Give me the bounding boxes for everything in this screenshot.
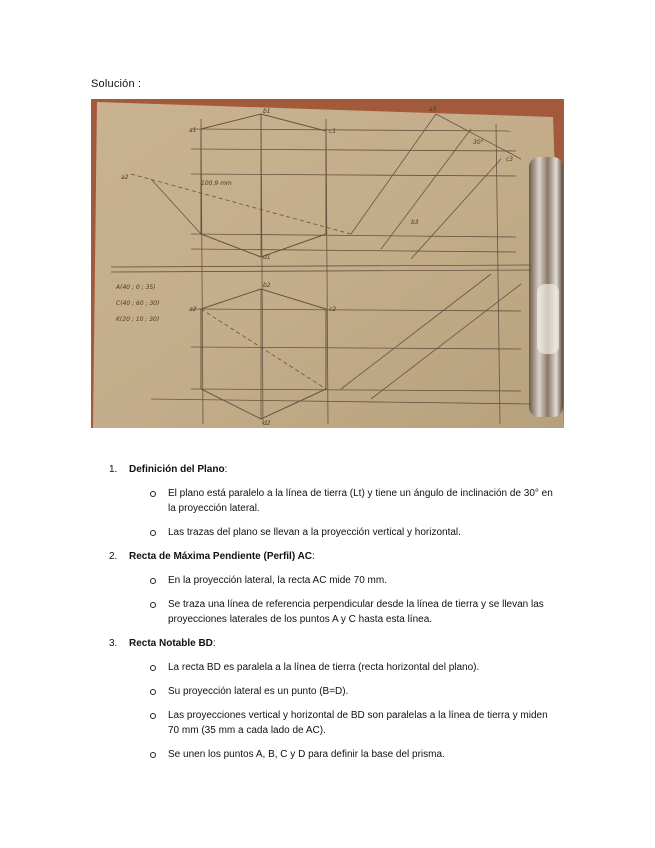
bullet-text: El plano está paralelo a la línea de tierra (Lt) y tiene un ángulo de inclinación de 30° en la proyección lateral.: [168, 488, 553, 514]
photo-label-c3: c3: [506, 156, 514, 163]
photo-label-c1: c1: [329, 128, 337, 135]
photo-label-length: 100.9 mm: [201, 180, 232, 187]
bullet-circle-icon: [150, 530, 156, 536]
bullet-circle-icon: [150, 665, 156, 671]
step-bullets: [129, 486, 561, 540]
step-title-colon: :: [224, 464, 228, 475]
bullet-text: Las proyecciones vertical y horizontal de BD son paralelas a la línea de tierra y miden 70 mm (35 mm a cada lado de AC).: [168, 710, 548, 736]
step-3: [91, 636, 561, 762]
photo-label-a1: a1: [189, 127, 197, 134]
photo-label-d1: d1: [263, 254, 271, 261]
photo-label-c2: c2: [329, 306, 337, 313]
photo-label-d2: d2: [263, 420, 271, 427]
bullet-circle-icon: [150, 689, 156, 695]
bullet-circle-icon: [150, 713, 156, 719]
step-2: [91, 549, 561, 627]
step-title-colon: :: [312, 551, 315, 562]
step-number: 1.: [109, 464, 118, 475]
bullet-text: Las trazas del plano se llevan a la proyección vertical y horizontal.: [168, 527, 461, 538]
step-title: Recta Notable BD: [129, 638, 213, 649]
bullet-circle-icon: [150, 578, 156, 584]
solution-heading: Solución :: [91, 78, 142, 90]
photo-label-a2b: a2: [121, 174, 129, 181]
step-title: Recta de Máxima Pendiente (Perfil) AC: [129, 551, 313, 562]
list-item: [129, 747, 561, 762]
list-item: [129, 708, 561, 738]
step-bullets: [129, 573, 561, 627]
bullet-circle-icon: [150, 491, 156, 497]
photo-label-a2: a2: [189, 306, 197, 313]
photo-label-coord-c: C(40 ; 60 ; 30): [116, 300, 160, 307]
photo-label-a3: a3: [429, 106, 437, 113]
bullet-text: Su proyección lateral es un punto (B=D).: [168, 686, 349, 697]
drawing-photo: [91, 99, 564, 428]
step-number: 2.: [109, 551, 118, 562]
photo-label-coord-k: K(20 ; 10 ; 30): [116, 316, 160, 323]
list-item: [129, 684, 561, 699]
bullet-circle-icon: [150, 752, 156, 758]
photo-label-angle: 30°: [473, 139, 484, 146]
bullet-circle-icon: [150, 602, 156, 608]
bullet-text: Se unen los puntos A, B, C y D para definir la base del prisma.: [168, 749, 445, 760]
list-item: [129, 597, 561, 627]
list-item: [129, 486, 561, 516]
step-1: [91, 462, 561, 540]
solution-steps: [91, 462, 561, 771]
binder-clip: [529, 157, 563, 417]
photo-label-coord-a: A(40 ; 0 ; 35): [116, 284, 156, 291]
photo-label-b2: b2: [263, 282, 271, 289]
list-item: [129, 525, 561, 540]
bullet-text: Se traza una línea de referencia perpendicular desde la línea de tierra y se llevan las proyecciones laterales de los puntos A y C hasta esta línea.: [168, 599, 544, 625]
bullet-text: La recta BD es paralela a la línea de tierra (recta horizontal del plano).: [168, 662, 480, 673]
step-title: Definición del Plano: [129, 464, 225, 475]
step-bullets: [129, 660, 561, 762]
photo-label-b1: b1: [263, 108, 271, 115]
list-item: [129, 660, 561, 675]
step-title-colon: :: [212, 638, 216, 649]
step-number: 3.: [109, 638, 118, 649]
bullet-text: En la proyección lateral, la recta AC mide 70 mm.: [168, 575, 387, 586]
photo-label-b3: b3: [411, 219, 419, 226]
list-item: [129, 573, 561, 588]
